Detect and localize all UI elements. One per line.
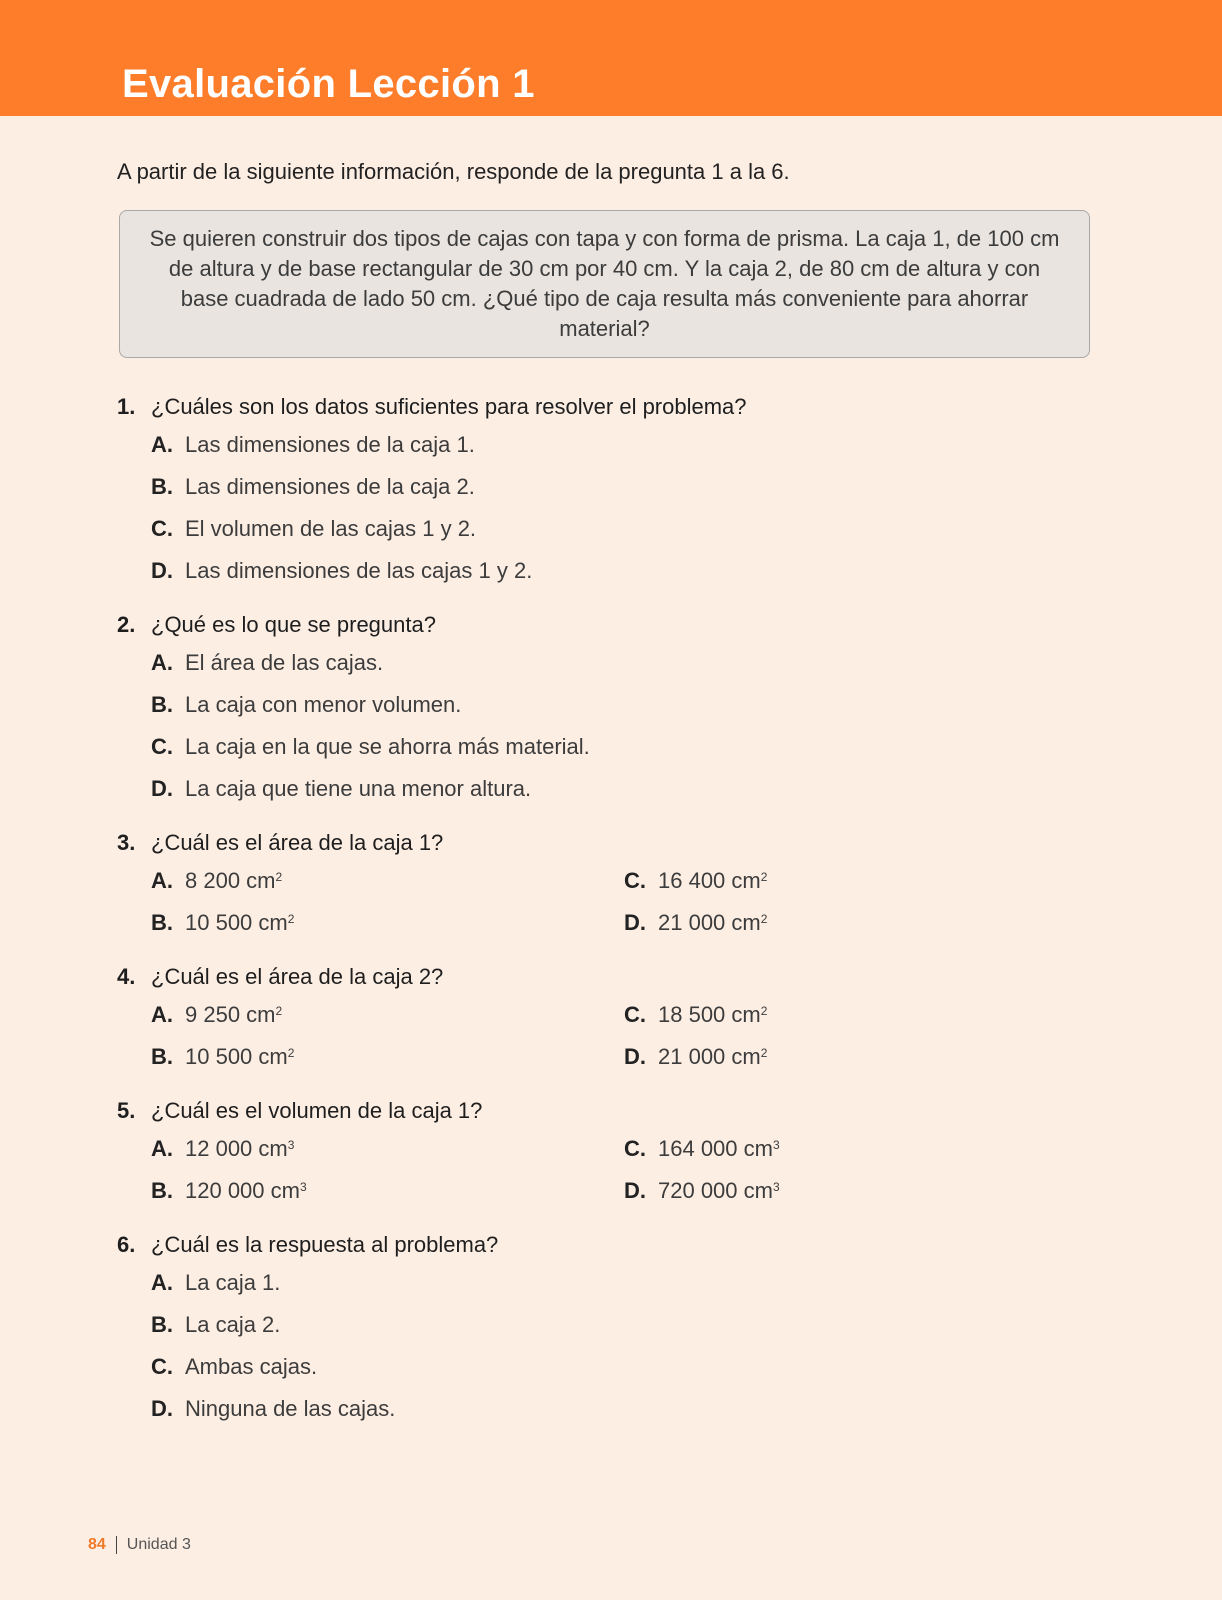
- option-text: Las dimensiones de las cajas 1 y 2.: [185, 558, 533, 583]
- footer-divider: [116, 1536, 117, 1554]
- option-letter: A.: [151, 1270, 173, 1295]
- option-text: 120 000 cm: [185, 1178, 300, 1203]
- option-b[interactable]: [117, 1310, 1117, 1352]
- option-b[interactable]: [117, 908, 624, 950]
- header-bar: [0, 0, 1222, 116]
- option-letter: B.: [151, 692, 173, 717]
- exponent: 2: [760, 1004, 768, 1018]
- question-number: 4.: [117, 964, 136, 989]
- question-1: [117, 392, 1117, 598]
- option-d[interactable]: [624, 1176, 1024, 1218]
- question-2: [117, 610, 1117, 816]
- exponent: 2: [287, 912, 295, 926]
- option-letter: C.: [151, 516, 173, 541]
- unit-label: Unidad 3: [126, 1536, 191, 1554]
- option-text: Las dimensiones de la caja 2.: [185, 474, 475, 499]
- option-a[interactable]: [117, 1134, 624, 1176]
- question-6: [117, 1230, 1117, 1436]
- option-text: La caja 2.: [185, 1312, 281, 1337]
- page-title: Evaluación Lección 1: [122, 62, 535, 106]
- question-text: ¿Cuáles son los datos suficientes para resolver el problema?: [151, 394, 747, 419]
- option-text: La caja que tiene una menor altura.: [185, 776, 532, 801]
- option-text: 720 000 cm: [658, 1178, 773, 1203]
- option-text: Ambas cajas.: [185, 1354, 318, 1379]
- option-a[interactable]: [117, 866, 624, 908]
- option-text: El volumen de las cajas 1 y 2.: [185, 516, 477, 541]
- question-text: ¿Qué es lo que se pregunta?: [151, 612, 436, 637]
- option-text: 9 250 cm: [185, 1002, 276, 1027]
- question-text: ¿Cuál es el área de la caja 2?: [151, 964, 444, 989]
- option-text: 12 000 cm: [185, 1136, 288, 1161]
- page-number: 84: [88, 1536, 106, 1554]
- option-letter: A.: [151, 1136, 173, 1161]
- option-a[interactable]: [117, 1268, 1117, 1310]
- option-b[interactable]: [117, 1176, 624, 1218]
- option-letter: D.: [151, 558, 173, 583]
- option-text: La caja con menor volumen.: [185, 692, 462, 717]
- exponent: 2: [287, 1046, 295, 1060]
- option-letter: B.: [151, 474, 173, 499]
- option-text: 164 000 cm: [658, 1136, 773, 1161]
- option-letter: C.: [151, 734, 173, 759]
- exponent: 2: [275, 1004, 283, 1018]
- question-number: 2.: [117, 612, 136, 637]
- info-box: [119, 210, 1090, 358]
- option-text: 16 400 cm: [658, 868, 761, 893]
- option-letter: C.: [624, 868, 646, 893]
- question-text: ¿Cuál es el volumen de la caja 1?: [151, 1098, 483, 1123]
- option-c[interactable]: [117, 1352, 1117, 1394]
- option-letter: D.: [624, 1044, 646, 1069]
- option-c[interactable]: [117, 732, 1117, 774]
- question-3: [117, 828, 1117, 950]
- option-b[interactable]: [117, 690, 1117, 732]
- option-letter: B.: [151, 1312, 173, 1337]
- option-d[interactable]: [117, 1394, 1117, 1436]
- page-footer: [88, 1536, 191, 1554]
- question-5: [117, 1096, 1117, 1218]
- option-text: 21 000 cm: [658, 1044, 761, 1069]
- exponent: 3: [772, 1138, 780, 1152]
- option-letter: C.: [151, 1354, 173, 1379]
- option-a[interactable]: [117, 1000, 624, 1042]
- option-letter: A.: [151, 432, 173, 457]
- question-number: 3.: [117, 830, 136, 855]
- exponent: 3: [287, 1138, 295, 1152]
- option-b[interactable]: [117, 1042, 624, 1084]
- option-c[interactable]: [624, 866, 1024, 908]
- option-letter: D.: [151, 1396, 173, 1421]
- question-4: [117, 962, 1117, 1084]
- option-d[interactable]: [624, 908, 1024, 950]
- option-c[interactable]: [624, 1134, 1024, 1176]
- question-number: 6.: [117, 1232, 136, 1257]
- option-text: La caja en la que se ahorra más material.: [185, 734, 590, 759]
- option-d[interactable]: [117, 774, 1117, 816]
- intro-text: A partir de la siguiente información, responde de la pregunta 1 a la 6.: [117, 159, 790, 184]
- option-text: 10 500 cm: [185, 910, 288, 935]
- option-a[interactable]: [117, 648, 1117, 690]
- option-letter: A.: [151, 1002, 173, 1027]
- option-text: 18 500 cm: [658, 1002, 761, 1027]
- option-d[interactable]: [117, 556, 1117, 598]
- option-text: 10 500 cm: [185, 1044, 288, 1069]
- option-letter: D.: [624, 1178, 646, 1203]
- question-text: ¿Cuál es el área de la caja 1?: [151, 830, 444, 855]
- option-letter: C.: [624, 1136, 646, 1161]
- option-text: Ninguna de las cajas.: [185, 1396, 396, 1421]
- option-text: Las dimensiones de la caja 1.: [185, 432, 475, 457]
- option-letter: B.: [151, 1044, 173, 1069]
- option-c[interactable]: [117, 514, 1117, 556]
- exponent: 2: [760, 870, 768, 884]
- option-c[interactable]: [624, 1000, 1024, 1042]
- option-letter: A.: [151, 650, 173, 675]
- option-letter: D.: [151, 776, 173, 801]
- exponent: 2: [760, 912, 768, 926]
- option-letter: A.: [151, 868, 173, 893]
- option-letter: B.: [151, 1178, 173, 1203]
- option-b[interactable]: [117, 472, 1117, 514]
- question-number: 5.: [117, 1098, 136, 1123]
- exponent: 2: [760, 1046, 768, 1060]
- info-box-text: Se quieren construir dos tipos de cajas con tapa y con forma de prisma. La caja 1, de 100 cm de altura y de base rectangular de 30 cm por 40 cm. Y la caja 2, de 80 cm de altura y con base cuadrada de lado 50 cm. ¿Qué tipo de caja resulta más conveniente para ahorrar material?: [149, 226, 1060, 341]
- option-a[interactable]: [117, 430, 1117, 472]
- option-d[interactable]: [624, 1042, 1024, 1084]
- exponent: 2: [275, 870, 283, 884]
- option-letter: C.: [624, 1002, 646, 1027]
- question-number: 1.: [117, 394, 136, 419]
- exponent: 3: [772, 1180, 780, 1194]
- option-letter: B.: [151, 910, 173, 935]
- question-text: ¿Cuál es la respuesta al problema?: [151, 1232, 499, 1257]
- option-text: El área de las cajas.: [185, 650, 384, 675]
- option-letter: D.: [624, 910, 646, 935]
- option-text: La caja 1.: [185, 1270, 281, 1295]
- option-text: 21 000 cm: [658, 910, 761, 935]
- option-text: 8 200 cm: [185, 868, 276, 893]
- exponent: 3: [299, 1180, 307, 1194]
